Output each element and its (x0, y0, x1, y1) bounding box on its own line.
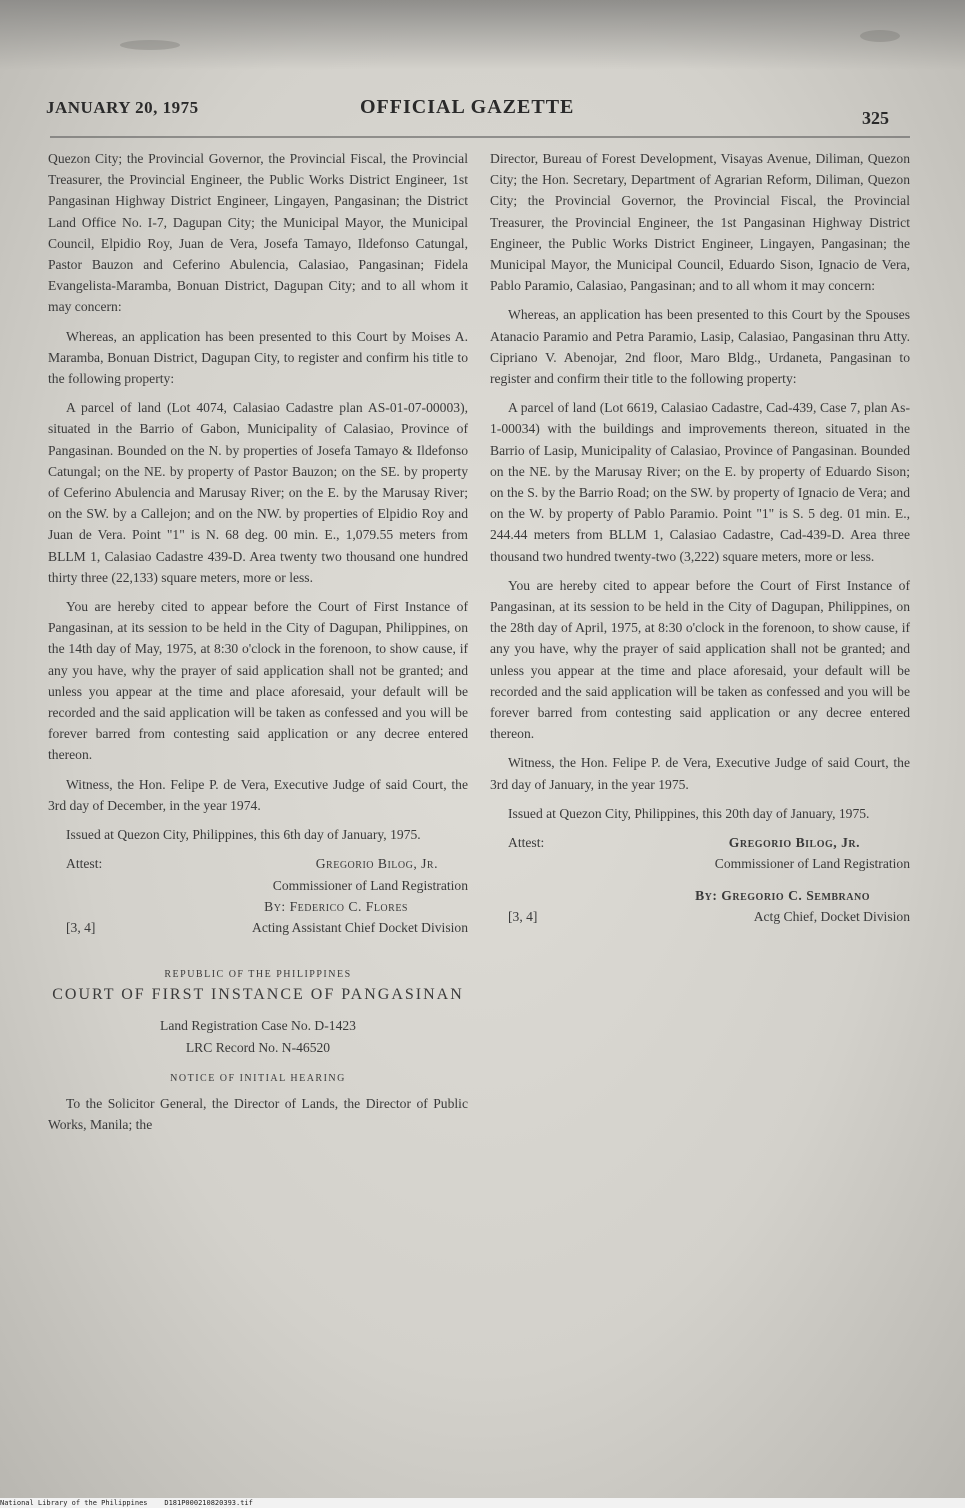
scan-footer: National Library of the Philippines D181P000210820393.tif (0, 1498, 965, 1508)
left-attest-label: Attest: (66, 856, 103, 872)
left-by-title: Acting Assistant Chief Docket Division (252, 919, 468, 935)
notice-lrc-record: LRC Record No. N-46520 (185, 1039, 331, 1055)
notice-republic: REPUBLIC OF THE PHILIPPINES (164, 969, 352, 981)
right-addressees: Director, Bureau of Forest Development, Visayas Avenue, Diliman, Quezon City; the Hon. Secretary, Department of Agrarian Reform, Diliman, Quezon City; the Provincial Governor, the Provincial Fiscal, the Provincial Treasurer, the Provincial Engineer, the 1st Pangasinan Highway District Engineer, the Public Works District Engineer, Lingayen, Pangasinan; the Municipal Mayor, the Municipal Council, Eduardo Sison, Ignacio de Vera, Pablo Paramio, Calasiao, Pangasinan; and to all whom it may concern: (490, 151, 910, 294)
header-title: OFFICIAL GAZETTE (360, 96, 575, 118)
right-signature-block (490, 832, 910, 927)
page-header (0, 90, 965, 130)
left-column (48, 148, 468, 1143)
notice-court: COURT OF FIRST INSTANCE OF PANGASINAN (52, 986, 464, 1004)
right-whereas: Whereas, an application has been presented to this Court by the Spouses Atanacio Paramio and Petra Paramio, Lasip, Calasiao, Pangasinan thru Atty. Cipriano V. Abenojar, 2nd floor, Maro Bldg., Urdaneta, Pangasinan to register and confirm their title to the following property: (490, 307, 910, 387)
right-witness: Witness, the Hon. Felipe P. de Vera, Executive Judge of said Court, the 3rd day of January, in the year 1975. (490, 755, 910, 792)
right-by-line: By: Gregorio C. Sembrano (695, 887, 870, 903)
left-by-line: By: Federico C. Flores (264, 898, 408, 914)
left-signatory-name: Gregorio Bilog, Jr. (315, 856, 438, 872)
notice-heading-block (48, 964, 468, 1089)
right-issued: Issued at Quezon City, Philippines, this 20th day of January, 1975. (508, 805, 870, 821)
notice-title: NOTICE OF INITIAL HEARING (170, 1072, 346, 1084)
notice-case-no: Land Registration Case No. D-1423 (160, 1018, 356, 1034)
left-witness: Witness, the Hon. Felipe P. de Vera, Executive Judge of said Court, the 3rd day of December, in the year 1974. (48, 776, 468, 813)
left-whereas: Whereas, an application has been presented to this Court by Moises A. Maramba, Bonuan District, Dagupan City, to register and confirm his title to the following property: (48, 328, 468, 387)
right-attest-label: Attest: (508, 835, 545, 851)
header-rule (50, 136, 910, 138)
right-column (490, 148, 910, 927)
left-addressees: Quezon City; the Provincial Governor, the Provincial Fiscal, the Provincial Treasurer, the Provincial Engineer, the Public Works District Engineer, 1st Pangasinan Highway District Engineer, Lingayen, Pangasinan; the District Land Office No. I-7, Dagupan City; the Municipal Mayor, the Municipal Council, Elpidio Roy, Juan de Vera, Josefa Tamayo, Ildefonso Catungal, Pastor Bauzon and Ceferino Abulencia, Calasiao, Pangasinan; Fidela Evangelista-Maramba, Bonuan District, Dagupan City; and to all whom it may concern: (48, 151, 468, 315)
left-signature-block (48, 853, 468, 938)
notice-to: To the Solicitor General, the Director of Lands, the Director of Public Works, Manila; the (48, 1095, 468, 1133)
left-cited: You are hereby cited to appear before the Court of First Instance of Pangasinan, at its session to be held in the City of Dagupan, Philippines, on the 14th day of May, 1975, at 8:30 o'clock in the forenoon, to show cause, if any you have, why the prayer of said application shall not be granted; and unless you appear at the time and place aforesaid, your default will be recorded and the said application will be taken as confessed and you will be forever barred from contesting said application or any decree entered thereon. (48, 599, 468, 763)
left-parcel: A parcel of land (Lot 4074, Calasiao Cadastre plan AS-01-07-00003), situated in the Barrio of Gabon, Municipality of Calasiao, Province of Pangasinan. Bounded on the N. by properties of Josefa Tamayo & Ildefonso Catungal; on the NE. by property of Pastor Bauzon; on the SE. by property of Ceferino Abulencia and Marusay River; on the E. by the Marusay River; on the SW. by a Callejon; and on the NW. by properties of Elpidio Roy and Juan de Vera. Point "1" is N. 68 deg. 00 min. E., 1,079.55 meters from BLLM 1, Calasiao Cadastre 439-D. Area twenty two thousand one hundred thirty three (22,133) square meters, more or less. (48, 400, 468, 585)
right-cited: You are hereby cited to appear before the Court of First Instance of Pangasinan, at its session to be held in the City of Dagupan, Philippines, on the 28th day of April, 1975, at 8:30 o'clock in the forenoon, to show cause, if any you have, why the prayer of said application shall not be granted; and unless you appear at the time and place aforesaid, your default will be recorded and the said application will be taken as confessed and you will be forever barred from contesting said application or any decree entered thereon. (490, 577, 910, 742)
right-by-title: Actg Chief, Docket Division (753, 908, 910, 924)
left-issued: Issued at Quezon City, Philippines, this 6th day of January, 1975. (66, 827, 421, 843)
header-date: JANUARY 20, 1975 (46, 98, 199, 117)
right-signatory-name: Gregorio Bilog, Jr. (728, 835, 860, 851)
right-parcel: A parcel of land (Lot 6619, Calasiao Cadastre, Cad-439, Case 7, plan As-1-00034) with the buildings and improvements thereon, situated in the Barrio of Lasip, Municipality of Calasiao, Province of Pangasinan. Bounded on the NE. by the Marusay River; on the E. by property of Eduardo Sison; on the S. by the Barrio Road; on the SW. by property of Ignacio de Vera; and on the W. by property of Pablo Paramio. Point "1" is S. 5 deg. 01 min. E., 244.44 meters from BLLM 1, Calasiao Cadastre, Cad-439-D. Area three thousand two hundred twenty-two (3,222) square meters, more or less. (490, 400, 910, 564)
page-number: 325 (862, 108, 889, 128)
scan-smudge (860, 30, 900, 42)
right-ref: [3, 4] (508, 908, 538, 924)
scan-shadow (0, 0, 965, 70)
left-ref: [3, 4] (66, 919, 96, 935)
left-signatory-title: Commissioner of Land Registration (272, 877, 468, 893)
scan-smudge (120, 40, 180, 50)
right-signatory-title: Commissioner of Land Registration (714, 856, 910, 872)
